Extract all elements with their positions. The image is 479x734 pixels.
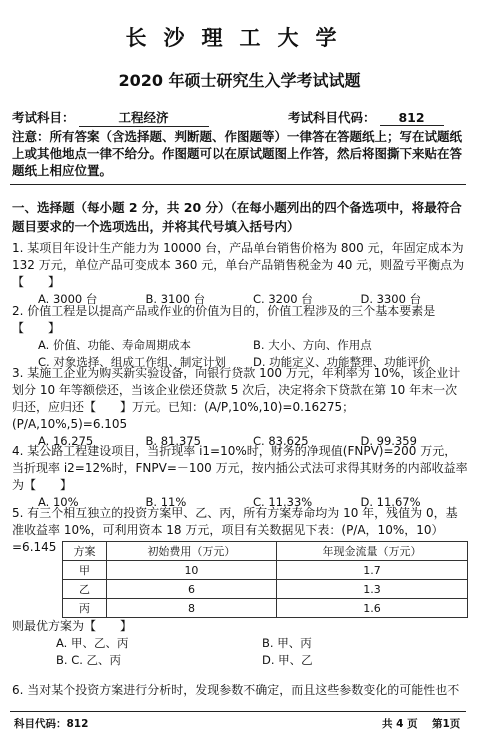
table-header: 初始费用（万元） — [106, 542, 276, 561]
option-row — [12, 652, 468, 669]
table-header: 方案 — [63, 542, 107, 561]
option: B. 11% — [145, 495, 187, 509]
option: C. 3200 台 — [253, 292, 313, 306]
option: D. 11.67% — [360, 495, 421, 509]
divider — [10, 184, 466, 185]
subject-label: 考试科目： — [12, 110, 75, 125]
option: D. 甲、乙 — [262, 653, 313, 667]
question-stem: 2. 价值工程是以提高产品或作业的价值为目的，价值工程涉及的三个基本要素是【 】 — [12, 304, 436, 335]
footer-divider — [10, 711, 466, 712]
option: C. 对象选择、组成工作组、制定计划 — [38, 355, 226, 369]
question-1 — [12, 240, 468, 308]
footer-page-number: 第1页 — [432, 718, 461, 730]
question-prompt: 则最优方案为【 】 — [12, 619, 133, 633]
question-4 — [12, 443, 468, 511]
option: A. 甲、乙、丙 — [56, 636, 129, 650]
table-header-row — [63, 542, 468, 561]
option: D. 3300 台 — [360, 292, 422, 306]
table-cell: 丙 — [63, 599, 107, 618]
table-cell: 1.7 — [276, 561, 467, 580]
option: B. 大小、方向、作用点 — [253, 338, 372, 352]
option: D. 99.359 — [360, 434, 417, 448]
subject-code-value: 812 — [380, 110, 444, 126]
table-cell: 8 — [106, 599, 276, 618]
exam-title: 2020 年硕士研究生入学考试试题 — [118, 71, 361, 90]
table-row — [63, 561, 468, 580]
option-row — [12, 337, 468, 354]
subject-code-label: 考试科目代码： — [288, 110, 376, 125]
option: D. 功能定义、功能整理、功能评价 — [253, 355, 431, 369]
option: C. 83.625 — [253, 434, 309, 448]
subject-field — [12, 108, 209, 127]
option: B. C. 乙、丙 — [56, 653, 122, 667]
question-5-answer — [12, 618, 468, 669]
table-header: 年现金流量（万元） — [276, 542, 467, 561]
question-2 — [12, 303, 468, 371]
option: B. 81.375 — [145, 434, 201, 448]
subject-code-field — [288, 108, 444, 126]
table-cell: 甲 — [63, 561, 107, 580]
option: B. 甲、丙 — [262, 636, 312, 650]
subject-value: 工程经济 — [79, 108, 209, 127]
footer-total-pages: 共 4 页 — [382, 718, 418, 730]
question-stem: 4. 某公路工程建设项目，当折现率 i1=10%时，财务的净现值(FNPV)=200 万元，当折现率 i2=12%时，FNPV=－100 万元，按内插公式法可求得其财务的内部收益率为【 】 — [12, 444, 468, 492]
option: A. 价值、功能、寿命周期成本 — [38, 338, 191, 352]
table-cell: 1.6 — [276, 599, 467, 618]
question-5-stem: 5. 有三个相互独立的投资方案甲、乙、丙，所有方案寿命均为 10 年，残值为 0，基准收益率 10%，可利用资本 18 万元，项目有关数据见下表：(P/A，10%，10）=6.145 — [12, 506, 458, 554]
table-row — [63, 580, 468, 599]
investment-table — [62, 541, 468, 618]
option: C. 11.33% — [253, 495, 313, 509]
section-heading: 一、选择题（每小题 2 分，共 20 分）（在每小题列出的四个备选项中，将最符合题目要求的一个选项选出，并将其代号填入括号内） — [12, 200, 462, 234]
table-cell: 乙 — [63, 580, 107, 599]
table-cell: 10 — [106, 561, 276, 580]
option: A. 10% — [38, 495, 79, 509]
option-row — [12, 635, 468, 652]
table-cell: 6 — [106, 580, 276, 599]
option: A. 16.275 — [38, 434, 94, 448]
question-stem: 1. 某项目年设计生产能力为 10000 台，产品单台销售价格为 800 元，年固定成本为 132 万元，单位产品可变成本 360 元，单台产品销售税金为 40 元，则盈亏平衡点为【 】 — [12, 241, 465, 289]
option: B. 3100 台 — [145, 292, 206, 306]
option: A. 3000 台 — [38, 292, 98, 306]
table-row — [63, 599, 468, 618]
footer-subject-code: 科目代码：812 — [14, 718, 89, 730]
table-cell: 1.3 — [276, 580, 467, 599]
question-3 — [12, 365, 468, 450]
university-name: 长沙理工大学 — [125, 25, 354, 50]
notice: 注意：所有答案（含选择题、判断题、作图题等）一律答在答题纸上；写在试题纸上或其他地点一律不给分。作图题可以在原试题图上作答，然后将图撕下来贴在答题纸上相应位置。 — [12, 129, 463, 178]
question-6: 6. 当对某个投资方案进行分析时，发现参数不确定，而且这些参数变化的可能性也不 — [12, 683, 460, 697]
question-stem: 3. 某施工企业为购买新实验设备，向银行贷款 100 万元，年利率为 10%，该企业计划分 10 年等额偿还，当该企业偿还贷款 5 次后，决定将余下贷款在第 10 年末一次归还，应归还【 】万元。已知：(A/P,10%,10)=0.16275；(P/A,10%,5)=6.105 — [12, 366, 461, 431]
